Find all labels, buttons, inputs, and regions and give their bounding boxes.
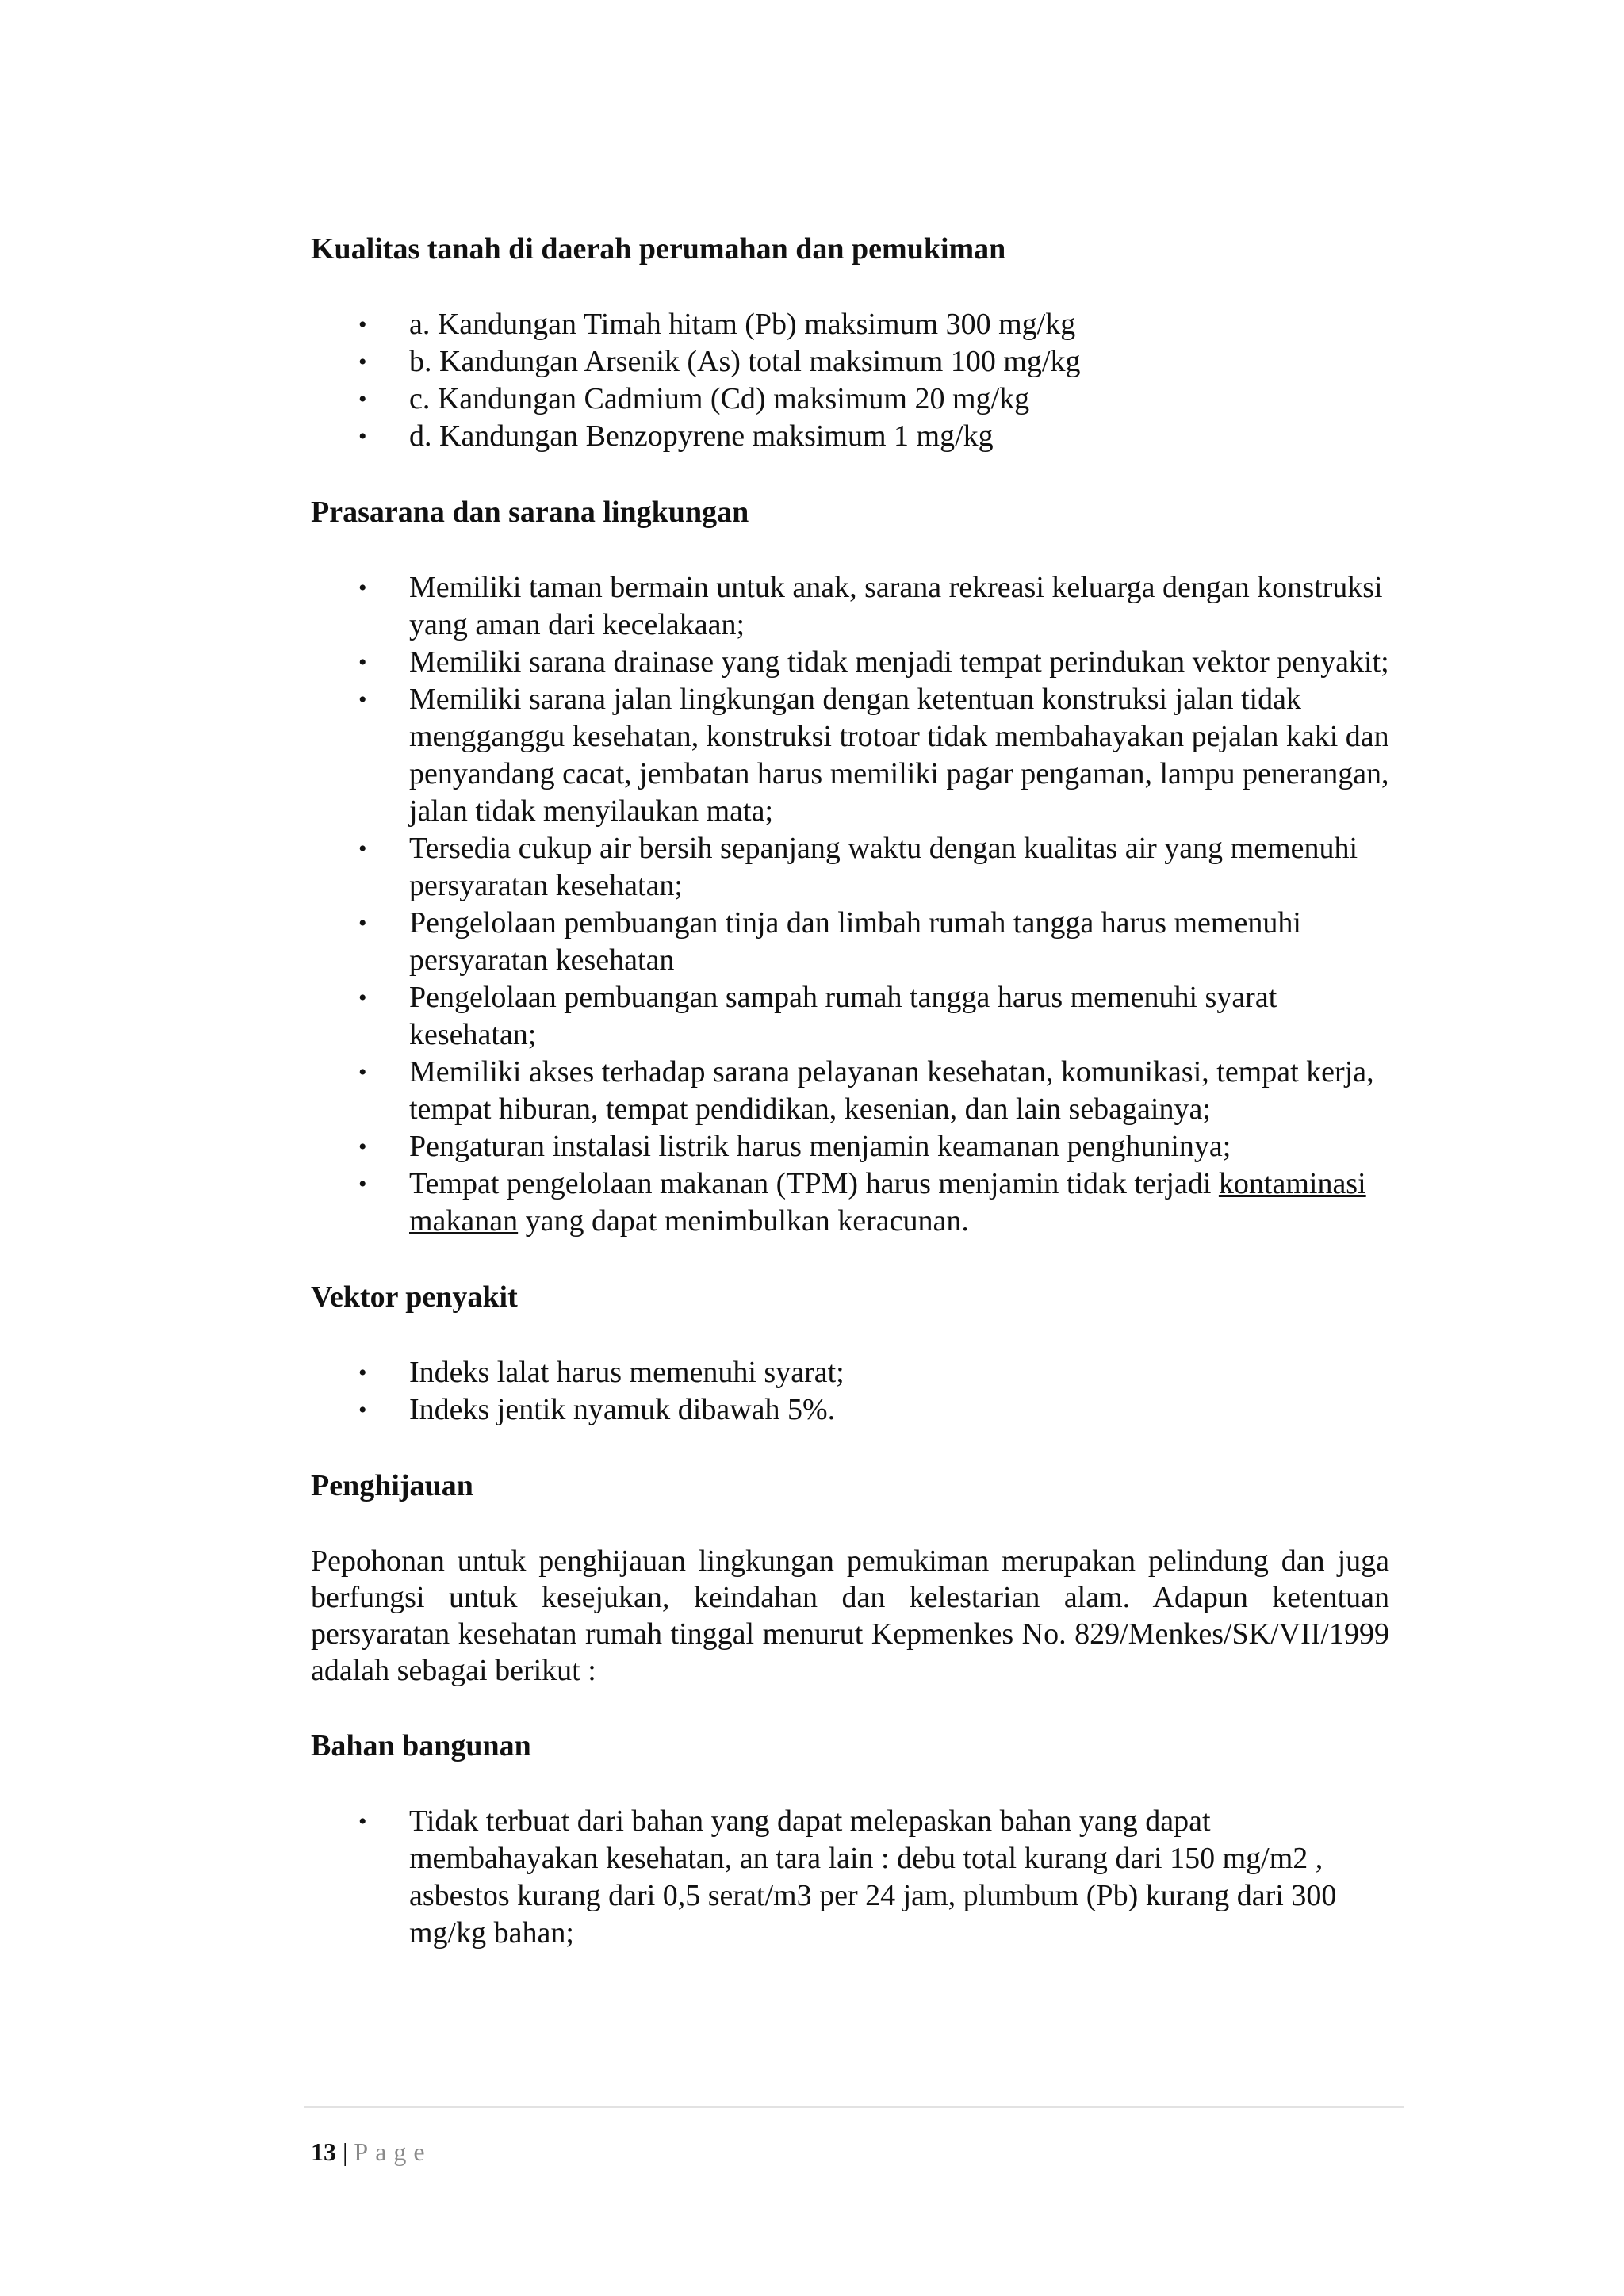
list-item: • Tersedia cukup air bersih sepanjang waktu dengan kualitas air yang memenuhi persyaratan kesehatan; <box>311 830 1389 905</box>
bullet-list-bahan-bangunan <box>311 1803 1389 1952</box>
list-item: • Pengelolaan pembuangan sampah rumah tangga harus memenuhi syarat kesehatan; <box>311 979 1389 1054</box>
list-item: • a. Kandungan Timah hitam (Pb) maksimum 300 mg/kg <box>311 306 1389 343</box>
list-item: • Indeks jentik nyamuk dibawah 5%. <box>311 1391 1389 1429</box>
list-item: • Indeks lalat harus memenuhi syarat; <box>311 1354 1389 1391</box>
document-page <box>311 230 1389 1952</box>
section-heading-bahan-bangunan: Bahan bangunan <box>311 1729 531 1762</box>
underlined-text: kontaminasi makanan <box>409 1167 1366 1238</box>
bullet-list-prasarana <box>311 569 1389 1240</box>
list-item: • d. Kandungan Benzopyrene maksimum 1 mg/kg <box>311 418 1389 455</box>
footer-divider <box>304 2106 1404 2108</box>
bullet-list-kualitas-tanah <box>311 306 1389 455</box>
footer-separator: | <box>343 2137 348 2166</box>
list-item: • c. Kandungan Cadmium (Cd) maksimum 20 mg/kg <box>311 381 1389 418</box>
paragraph-penghijauan: Pepohonan untuk penghijauan lingkungan pemukiman merupakan pelindung dan juga berfungsi untuk kesejukan, keindahan dan kelestarian alam. Adapun ketentuan persyaratan kesehatan rumah tinggal menurut Kepmenkes No. 829/Menkes/SK/VII/1999 adalah sebagai berikut : <box>311 1544 1389 1687</box>
list-item: • Pengaturan instalasi listrik harus menjamin keamanan penghuninya; <box>311 1128 1389 1165</box>
page-label: Page <box>354 2137 432 2166</box>
section-heading-prasarana: Prasarana dan sarana lingkungan <box>311 496 749 529</box>
list-item: • Memiliki akses terhadap sarana pelayanan kesehatan, komunikasi, tempat kerja, tempat hiburan, tempat pendidikan, kesenian, dan lain sebagainya; <box>311 1054 1389 1128</box>
bullet-list-vektor <box>311 1354 1389 1429</box>
section-heading-penghijauan: Penghijauan <box>311 1469 473 1502</box>
section-heading-vektor: Vektor penyakit <box>311 1280 518 1314</box>
list-item: • Memiliki sarana drainase yang tidak menjadi tempat perindukan vektor penyakit; <box>311 644 1389 681</box>
list-item: • Pengelolaan pembuangan tinja dan limbah rumah tangga harus memenuhi persyaratan kesehatan <box>311 905 1389 979</box>
list-item: • Tidak terbuat dari bahan yang dapat melepaskan bahan yang dapat membahayakan kesehatan, an tara lain : debu total kurang dari 150 mg/m2 , asbestos kurang dari 0,5 serat/m3 per 24 jam, plumbum (Pb) kurang dari 300 mg/kg bahan; <box>311 1803 1389 1952</box>
page-footer <box>311 2136 432 2168</box>
list-item: • b. Kandungan Arsenik (As) total maksimum 100 mg/kg <box>311 343 1389 381</box>
list-item-tpm <box>311 1165 1389 1240</box>
list-item: • Memiliki sarana jalan lingkungan dengan ketentuan konstruksi jalan tidak mengganggu kesehatan, konstruksi trotoar tidak membahayakan pejalan kaki dan penyandang cacat, jembatan harus memiliki pagar pengaman, lampu penerangan, jalan tidak menyilaukan mata; <box>311 681 1389 830</box>
list-item-text: Tempat pengelolaan makanan (TPM) harus menjamin tidak terjadi <box>409 1167 1219 1200</box>
list-item: • Memiliki taman bermain untuk anak, sarana rekreasi keluarga dengan konstruksi yang aman dari kecelakaan; <box>311 569 1389 644</box>
list-item-text: yang dapat menimbulkan keracunan. <box>518 1204 969 1238</box>
section-heading-kualitas-tanah: Kualitas tanah di daerah perumahan dan pemukiman <box>311 232 1006 266</box>
page-number: 13 <box>311 2137 336 2166</box>
